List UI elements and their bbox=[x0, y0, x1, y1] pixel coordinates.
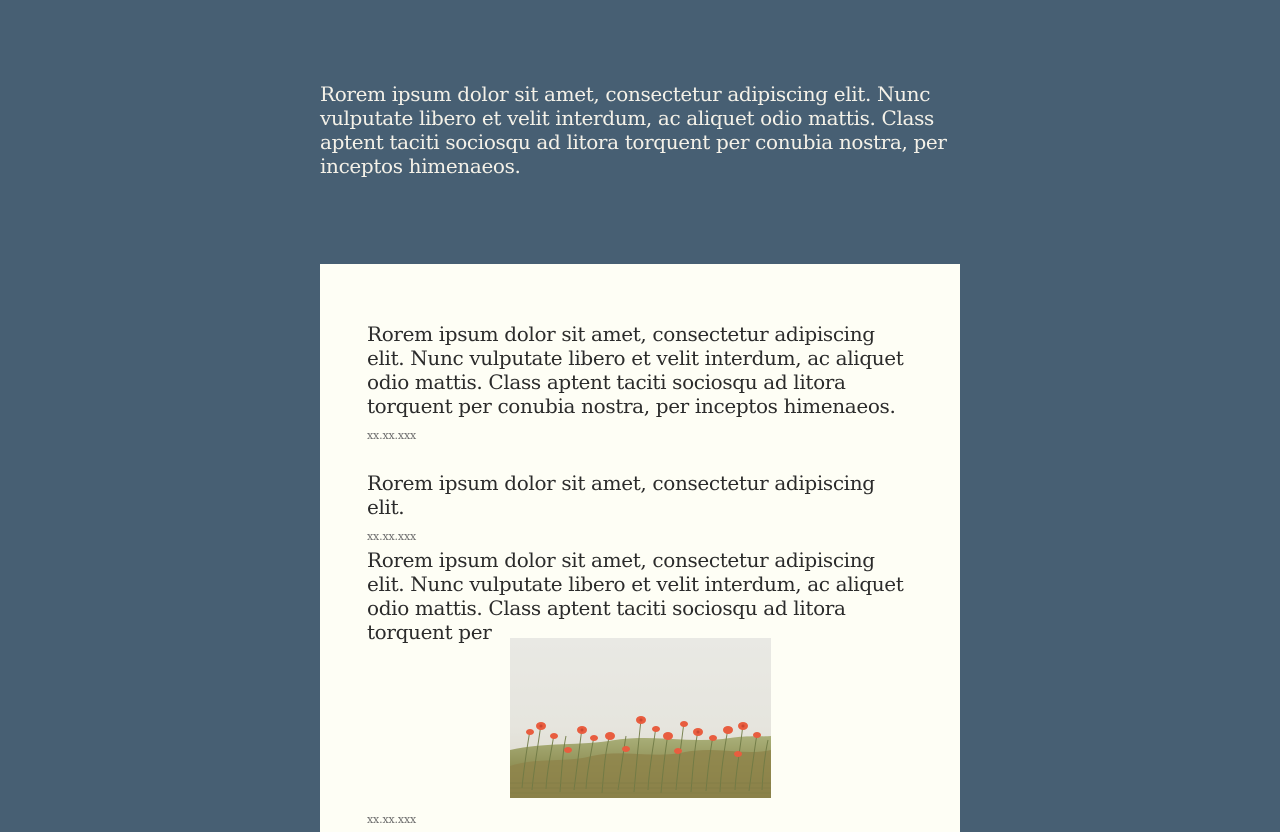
posts-card bbox=[320, 264, 960, 832]
post-date: xx.xx.xxx bbox=[367, 530, 417, 543]
post-item bbox=[367, 322, 913, 442]
poppy-field-image bbox=[510, 638, 771, 798]
post-date: xx.xx.xxx bbox=[367, 429, 417, 442]
post-text: Rorem ipsum dolor sit amet, consectetur adipiscing elit. Nunc vulputate libero et velit interdum, ac aliquet odio mattis. Class aptent taciti sociosqu ad litora torquent per bbox=[367, 548, 904, 644]
poppy-field-photo bbox=[510, 638, 771, 798]
intro-text: Rorem ipsum dolor sit amet, consectetur adipiscing elit. Nunc vulputate libero et velit interdum, ac aliquet odio mattis. Class aptent taciti sociosqu ad litora torquent per conubia nostra, per inceptos himenaeos. bbox=[320, 82, 947, 178]
post-date: xx.xx.xxx bbox=[367, 813, 417, 826]
post-item bbox=[367, 548, 913, 644]
post-item bbox=[367, 471, 913, 543]
post-text: Rorem ipsum dolor sit amet, consectetur adipiscing elit. Nunc vulputate libero et velit interdum, ac aliquet odio mattis. Class aptent taciti sociosqu ad litora torquent per conubia nostra, per inceptos himenaeos. bbox=[367, 322, 904, 418]
post-text: Rorem ipsum dolor sit amet, consectetur adipiscing elit. bbox=[367, 471, 875, 519]
